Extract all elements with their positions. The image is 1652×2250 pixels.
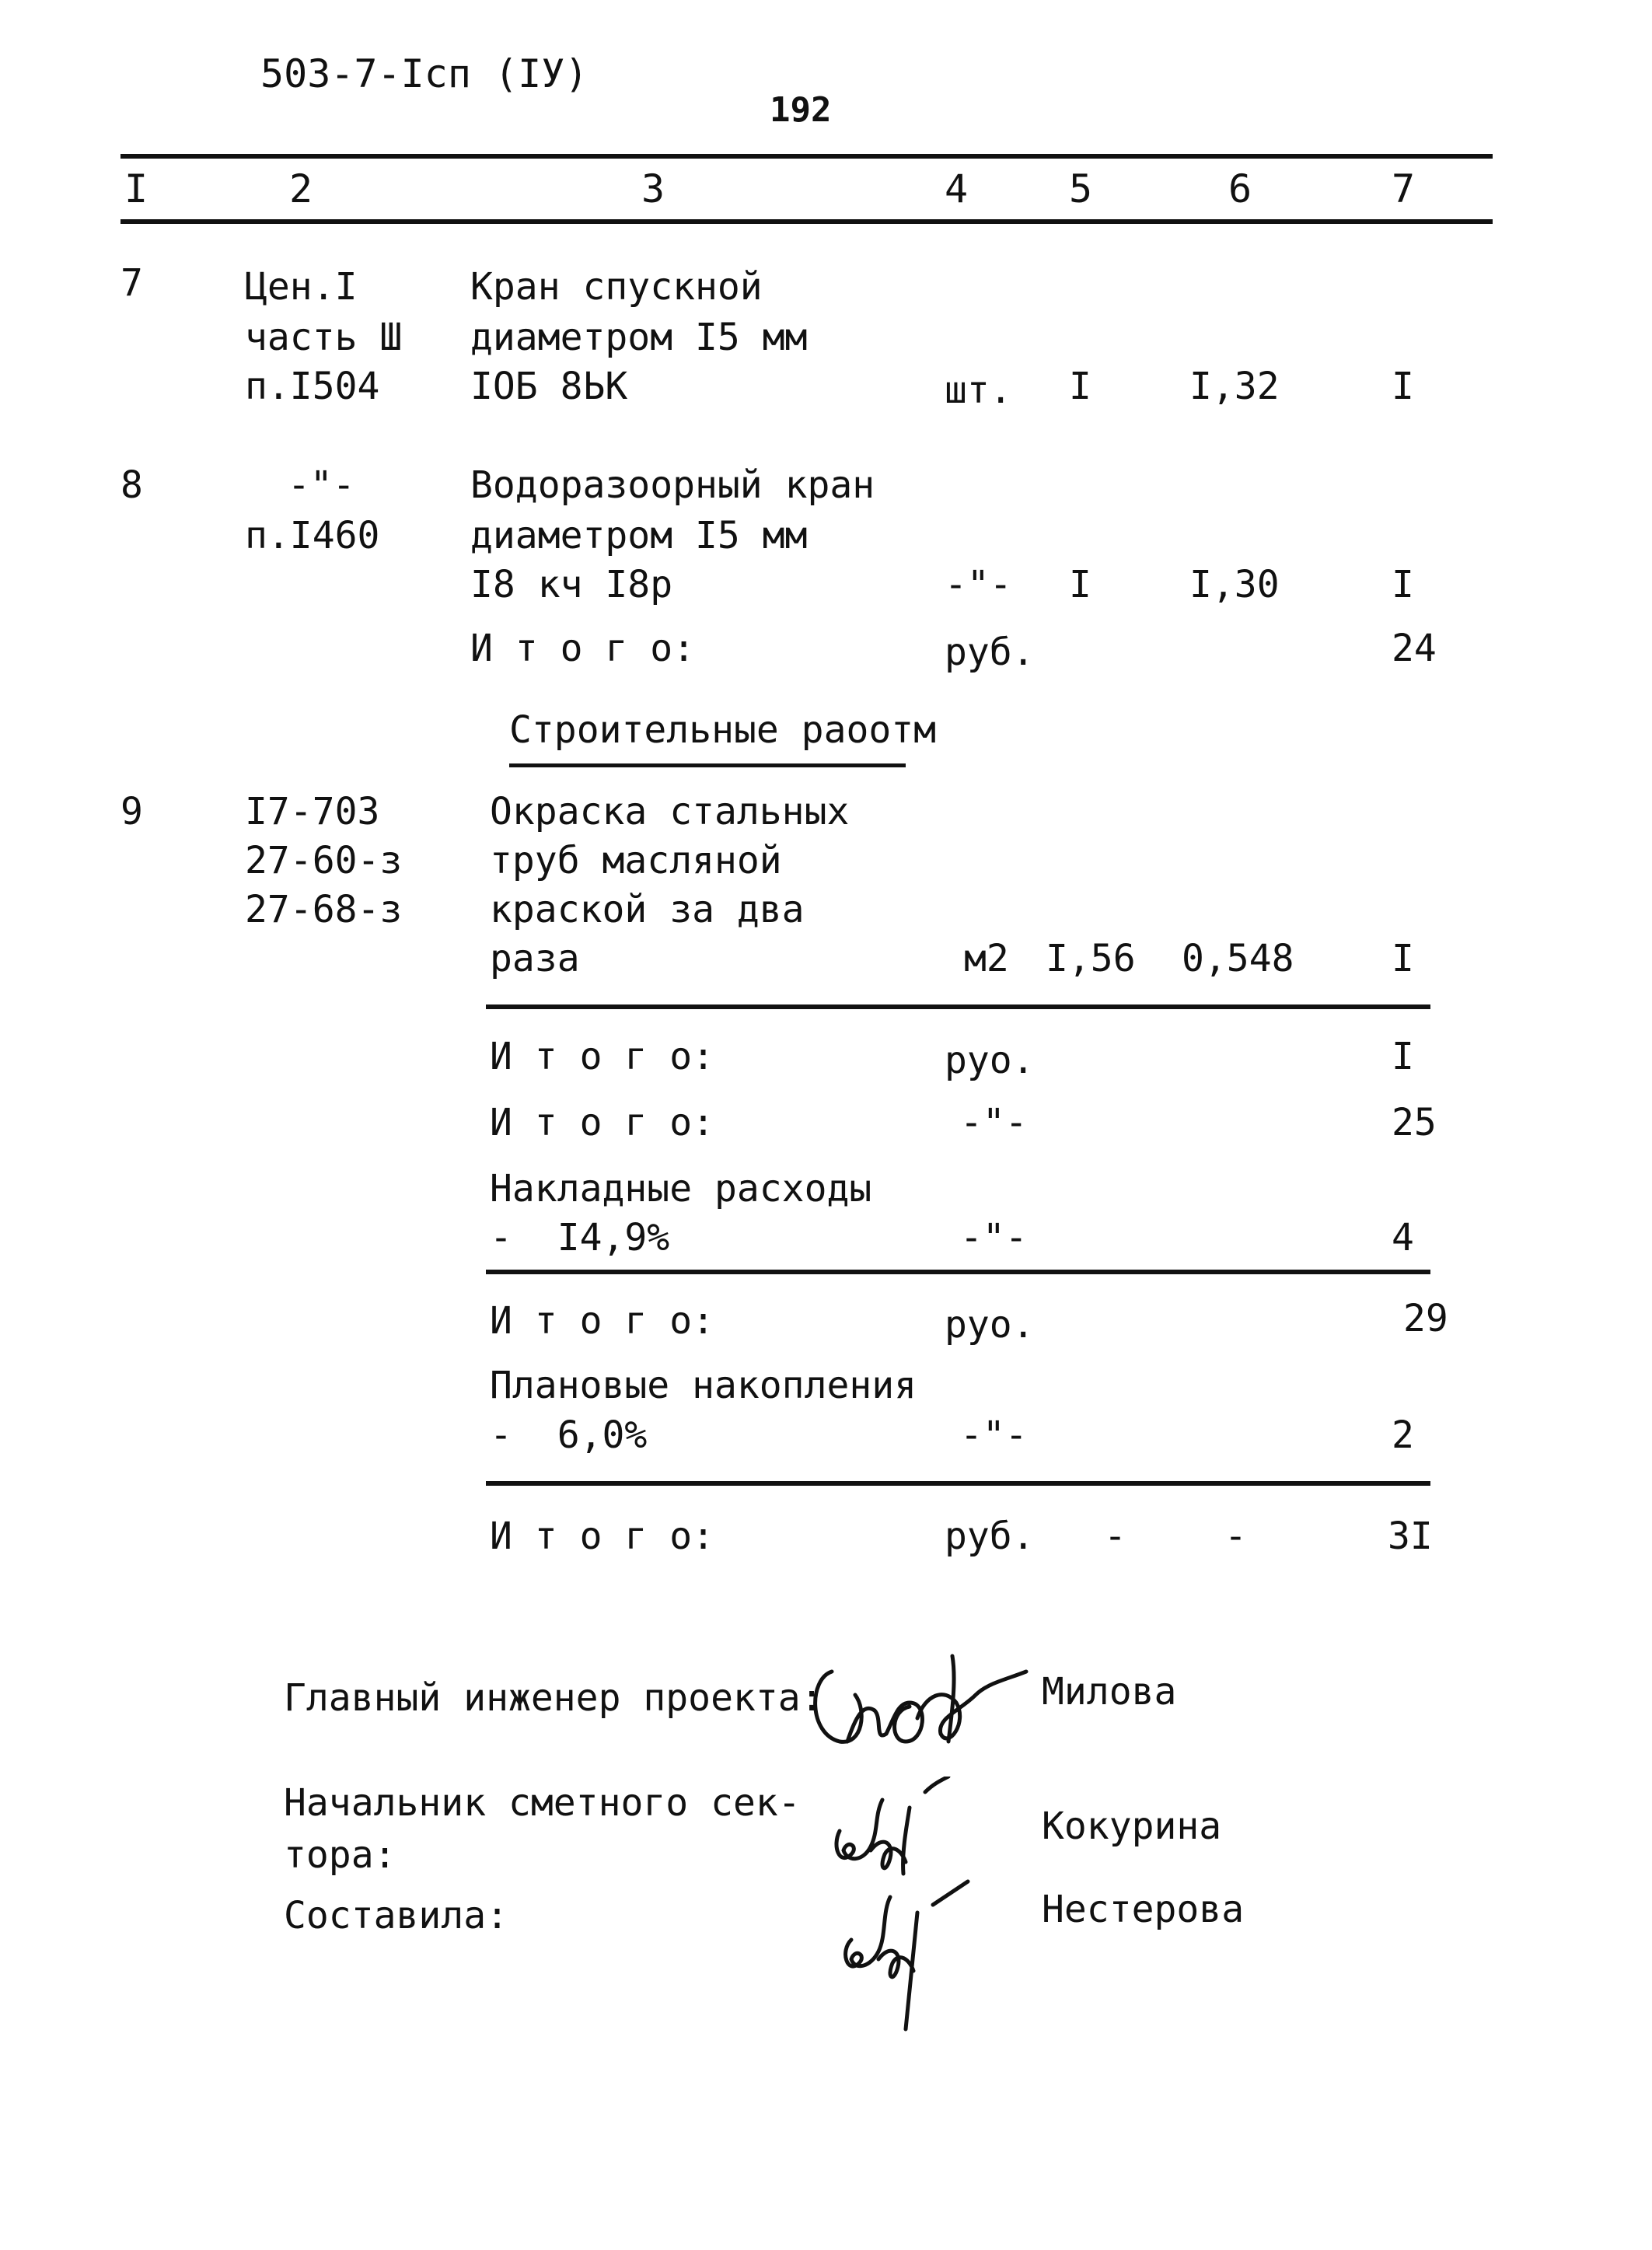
subtotal-label: И т о г о: [470,627,695,670]
divider-rule [486,1481,1430,1486]
col-header-3: 3 [641,166,665,211]
section-title-underline [509,763,906,767]
row-number: 7 [120,261,143,305]
row-unit: шт. [945,369,1012,412]
total-unit: руо. [945,1039,1035,1082]
total-label: И т о г о: [490,1299,714,1343]
row-quantity: I [1069,563,1091,606]
overhead-rate: - I4,9% [490,1216,670,1260]
total-unit: -"- [960,1413,1028,1457]
row-description: Окраска стальных [490,790,850,833]
row-description: диаметром I5 мм [470,316,808,359]
row-total: I [1392,365,1414,408]
total-value: 29 [1403,1297,1448,1340]
row-reference: Цен.I [245,265,358,309]
total-value: 25 [1392,1101,1437,1144]
row-reference: п.I504 [245,365,380,408]
grand-total-qty: - [1104,1515,1126,1558]
col-header-7: 7 [1392,166,1416,211]
total-unit: -"- [960,1216,1028,1260]
page-number: 192 [770,90,832,130]
total-unit: руо. [945,1303,1035,1347]
col-header-6: 6 [1228,166,1252,211]
document-code: 503-7-Iсп (IУ) [260,51,589,96]
row-reference: 27-68-з [245,888,403,931]
subtotal-unit: руб. [945,631,1035,674]
row-number: 8 [120,463,143,507]
total-value: 4 [1392,1216,1414,1260]
savings-rate: - 6,0% [490,1413,648,1457]
signature-role: Главный инженер проекта: [284,1676,823,1720]
row-quantity: I [1069,365,1091,408]
row-description: Кран спускной [470,265,763,309]
row-price: I,30 [1189,563,1280,606]
grand-total-value: 3I [1388,1515,1433,1558]
header-rule [120,219,1493,224]
row-reference: п.I460 [245,514,380,557]
row-description: IОБ 8ЬК [470,365,628,408]
row-description: раза [490,937,580,980]
signature-role: Начальник сметного сек- [284,1781,801,1825]
row-price: I,32 [1189,365,1280,408]
signatory-name: Милова [1042,1670,1177,1714]
row-unit: -"- [945,563,1012,606]
row-unit: м2 [964,937,1009,980]
grand-total-price: - [1224,1515,1247,1558]
signature-role: Составила: [284,1894,508,1937]
grand-total-label: И т о г о: [490,1515,714,1558]
section-title: Строительные раоотм [509,708,937,752]
row-number: 9 [120,790,143,833]
total-label: И т о г о: [490,1101,714,1144]
overhead-label: Накладные расходы [490,1167,872,1211]
signatory-name: Кокурина [1042,1805,1222,1848]
row-description: диаметром I5 мм [470,514,808,557]
col-header-4: 4 [945,166,969,211]
row-quantity: I,56 [1046,937,1136,980]
row-reference: часть Ш [245,316,403,359]
row-reference: -"- [288,463,355,507]
row-price: 0,548 [1182,937,1294,980]
row-description: I8 кч I8р [470,563,673,606]
row-total: I [1392,563,1414,606]
row-reference: 27-60-з [245,839,403,882]
total-value: 2 [1392,1413,1414,1457]
row-description: труб масляной [490,839,782,882]
row-description: Водоразоорный кран [470,463,875,507]
row-description: краской за два [490,888,805,931]
signatory-name: Нестерова [1042,1888,1245,1931]
subtotal-total: 24 [1392,627,1437,670]
handwritten-signature [801,1625,1034,1757]
handwritten-signature [816,1866,972,2037]
total-label: И т о г о: [490,1035,714,1078]
col-header-2: 2 [289,166,313,211]
grand-total-unit: руб. [945,1515,1035,1558]
row-total: I [1392,937,1414,980]
top-rule [120,154,1493,159]
total-value: I [1392,1035,1414,1078]
divider-rule [486,1270,1430,1274]
savings-label: Плановые накопления [490,1364,917,1407]
divider-rule [486,1004,1430,1009]
total-unit: -"- [960,1101,1028,1144]
signature-role: тора: [284,1833,396,1877]
col-header-5: 5 [1069,166,1093,211]
row-reference: I7-703 [245,790,380,833]
col-header-1: I [124,166,148,211]
